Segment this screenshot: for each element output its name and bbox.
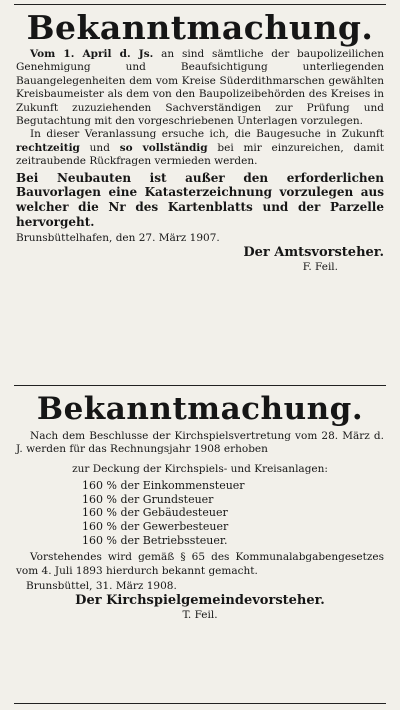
notice1-para2-emph-1: rechtzeitig xyxy=(16,141,80,154)
notice1-paragraph-3: Bei Neubauten ist außer den erforderlichen Bauvorlagen eine Katasterzeichnung vorzulegen aus welcher die Nr des Kartenblatts und der Parzelle hervorgeht. xyxy=(16,170,384,230)
notice1-para1-text: an sind sämtliche der baupolizeilichen Genehmigung und Beaufsichtigung unterliegenden Bauangelegenheiten dem vom Kreise Süderdithmarschen gewählten Kreisbaumeister als dem von den Baupolizeibehörden des Kreises in Zukunft zuzuziehenden Sachverständigen zur Prüfung und Begutachtung mit den vorgeschriebenen Unterlagen vorzulegen. xyxy=(16,48,384,128)
notice2-purpose: zur Deckung der Kirchspiels- und Kreisanlagen: xyxy=(72,462,328,475)
notice1-date-lead: Vom 1. April d. Js. xyxy=(30,48,154,60)
levy-item: 160 % der Grundsteuer xyxy=(82,492,214,506)
levy-item: 160 % der Gebäudesteuer xyxy=(82,506,228,520)
top-rule xyxy=(14,4,386,5)
notice1-para2-text-b: und xyxy=(79,141,120,154)
notice2-signature: T. Feil. xyxy=(182,609,218,622)
notice1-paragraph-1 xyxy=(16,48,384,128)
notice1-authority: Der Amtsvorsteher. xyxy=(243,245,384,261)
notice1-place-date: Brunsbüttelhafen, den 27. März 1907. xyxy=(16,231,220,244)
notice1-para2-text-c: bei mir einzureichen, damit zeitraubende Rückfragen vermieden werden. xyxy=(16,141,385,168)
notice1-para2-emph-2: so vollständig xyxy=(119,141,208,154)
notice2-authority: Der Kirchspielgemeindevorsteher. xyxy=(75,593,325,609)
notice2-intro: Nach dem Beschlusse der Kirchspielsvertretung vom 28. März d. J. werden für das Rechnungsjahr 1908 erhoben xyxy=(16,430,384,456)
notice1-para2-text-a: In dieser Veranlassung ersuche ich, die Baugesuche in Zukunft xyxy=(30,128,384,141)
separator-rule xyxy=(14,385,386,386)
notice1-signature: F. Feil. xyxy=(302,261,338,274)
levy-item: 160 % der Betriebssteuer. xyxy=(82,533,228,547)
notice2-place-date: Brunsbüttel, 31. März 1908. xyxy=(26,580,177,592)
notice1-paragraph-2 xyxy=(16,128,384,168)
notice-building-permits xyxy=(16,8,384,274)
notice-municipal-levies xyxy=(16,390,384,622)
levy-item: 160 % der Gewerbesteuer xyxy=(82,520,229,533)
notice1-title: Bekanntmachung. xyxy=(26,8,374,47)
notice2-note: Vorstehendes wird gemäß § 65 des Kommunalabgabengesetzes vom 4. Juli 1893 hierdurch bekannt gemacht. xyxy=(16,551,384,577)
notice2-title: Bekanntmachung. xyxy=(36,391,364,427)
levy-item: 160 % der Einkommensteuer xyxy=(82,479,245,493)
bottom-rule xyxy=(14,703,386,704)
